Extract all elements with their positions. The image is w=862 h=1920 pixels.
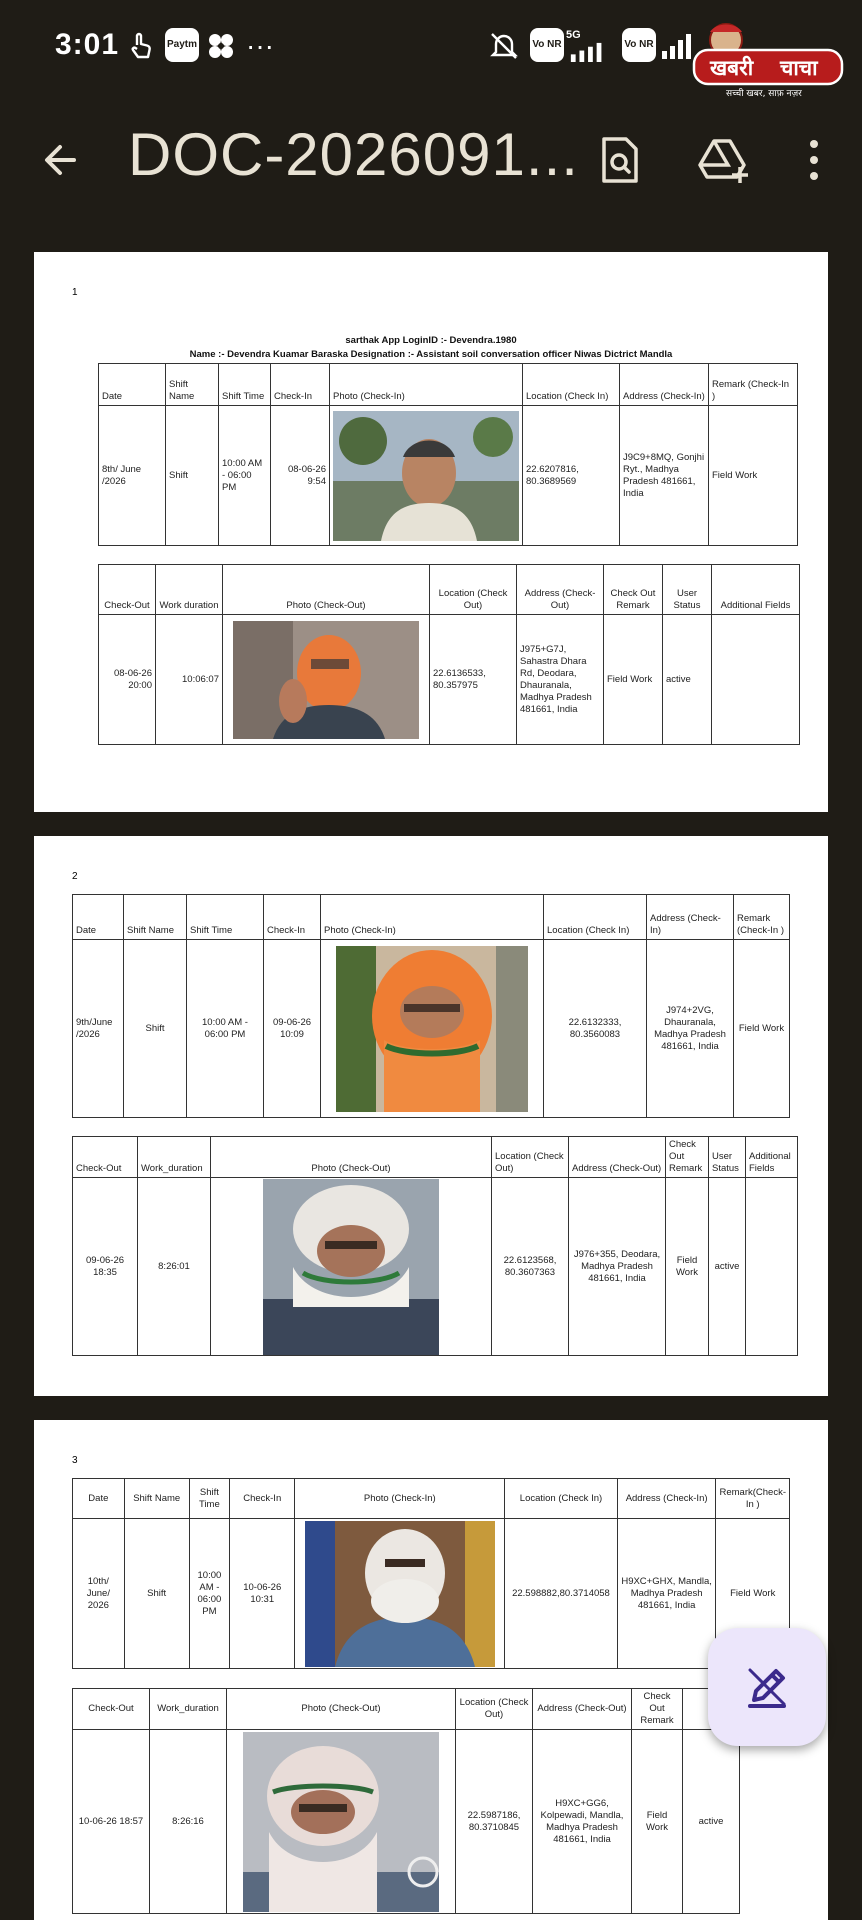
login-header: sarthak App LoginID :- Devendra.1980 <box>345 335 517 346</box>
page-number: 3 <box>72 1455 78 1466</box>
cell-address: H9XC+GHX, Mandla, Madhya Pradesh 481661, India <box>617 1519 716 1669</box>
col-checkout-remark: Check Out Remark <box>604 565 663 615</box>
cell-remark: Field Work <box>734 940 790 1118</box>
col-address-out: Address (Check-Out) <box>569 1137 666 1178</box>
col-location-out: Location (Check Out) <box>456 1689 533 1730</box>
col-photo-check-in: Photo (Check-In) <box>330 364 523 406</box>
selfie-photo-2 <box>233 621 419 739</box>
col-location-out: Location (Check Out) <box>430 565 517 615</box>
checkin-photo-cell <box>330 406 523 546</box>
selfie-photo-1 <box>333 411 519 541</box>
cell-address-out: J976+355, Deodara, Madhya Pradesh 481661, India <box>569 1178 666 1356</box>
cell-additional <box>712 615 800 745</box>
cell-remark: Field Work <box>716 1519 790 1669</box>
doc-search-icon <box>598 135 642 185</box>
logo-brand-text: खबरी <box>710 56 754 80</box>
more-options-button[interactable] <box>786 132 842 188</box>
cell-shift: Shift <box>124 1519 189 1669</box>
cell-checkin: 08-06-26 9:54 <box>271 406 330 546</box>
col-check-out: Check-Out <box>73 1689 150 1730</box>
cell-location: 22.598882,80.3714058 <box>505 1519 618 1669</box>
col-checkout-remark: Check Out Remark <box>632 1689 683 1730</box>
cell-checkout-remark: Field Work <box>604 615 663 745</box>
col-additional-fields: Additional Fields <box>712 565 800 615</box>
cell-address-out: H9XC+GG6, Kolpewadi, Mandla, Madhya Pradesh 481661, India <box>533 1730 632 1914</box>
col-additional-fields: Additional Fields <box>746 1137 798 1178</box>
status-bar <box>0 0 862 100</box>
col-location: Location (Check In) <box>523 364 620 406</box>
cell-additional <box>746 1178 798 1356</box>
cell-location-out: 22.6123568, 80.3607363 <box>492 1178 569 1356</box>
col-work-duration: Work_duration <box>138 1137 211 1178</box>
col-check-out: Check-Out <box>73 1137 138 1178</box>
annotate-fab-button[interactable] <box>708 1628 826 1746</box>
cell-date: 10th/ June/ 2026 <box>73 1519 125 1669</box>
col-address-out: Address (Check-Out) <box>517 565 604 615</box>
cell-time: 10:00 AM - 06:00 PM <box>219 406 271 546</box>
col-address: Address (Check-In) <box>620 364 709 406</box>
col-shift-time: Shift Time <box>187 895 264 940</box>
col-photo-check-out: Photo (Check-Out) <box>211 1137 492 1178</box>
cell-location: 22.6207816, 80.3689569 <box>523 406 620 546</box>
checkout-table <box>72 1688 740 1914</box>
col-check-out: Check-Out <box>99 565 156 615</box>
checkout-table <box>72 1136 798 1356</box>
cell-date: 9th/June /2026 <box>73 940 124 1118</box>
col-address: Address (Check-In) <box>647 895 734 940</box>
checkin-table <box>72 894 790 1118</box>
logo-brand-text-2: चाचा <box>780 56 818 80</box>
col-check-in: Check-In <box>230 1479 295 1519</box>
paytm-icon <box>165 28 199 62</box>
cell-checkin: 10-06-26 10:31 <box>230 1519 295 1669</box>
drive-add-icon <box>698 135 750 185</box>
vonr-icon-1 <box>530 28 564 62</box>
cell-checkout: 10-06-26 18:57 <box>73 1730 150 1914</box>
more-dots: ··· <box>246 30 274 61</box>
col-photo-check-out: Photo (Check-Out) <box>223 565 430 615</box>
checkin-table <box>98 363 798 546</box>
find-in-document-button[interactable] <box>592 132 648 188</box>
page-number: 2 <box>72 871 78 882</box>
pinwheel-icon <box>206 30 236 62</box>
vonr-label-2: Vo NR <box>624 39 654 50</box>
col-shift-time: Shift Time <box>189 1479 229 1519</box>
col-remark: Remark(Check-In ) <box>716 1479 790 1519</box>
checkin-photo-cell <box>321 940 544 1118</box>
col-photo-check-in: Photo (Check-In) <box>295 1479 505 1519</box>
cell-duration: 8:26:16 <box>150 1730 227 1914</box>
col-date: Date <box>73 1479 125 1519</box>
back-button[interactable] <box>32 132 88 188</box>
col-remark: Remark (Check-In ) <box>709 364 798 406</box>
col-work-duration: Work_duration <box>150 1689 227 1730</box>
page-number: 1 <box>72 287 78 298</box>
cell-duration: 8:26:01 <box>138 1178 211 1356</box>
cell-address: J9C9+8MQ, Gonjhi Ryt., Madhya Pradesh 481661, India <box>620 406 709 546</box>
touch-hand-icon <box>128 30 154 62</box>
signal-5g-icon <box>566 30 612 62</box>
col-location-out: Location (Check Out) <box>492 1137 569 1178</box>
cell-checkout: 09-06-26 18:35 <box>73 1178 138 1356</box>
cell-user-status: active <box>663 615 712 745</box>
col-checkout-remark: Check Out Remark <box>666 1137 709 1178</box>
name-designation-header: Name :- Devendra Kuamar Baraska Designation :- Assistant soil conversation officer Niwas Dictrict Mandla <box>189 349 673 360</box>
cell-time: 10:00 AM - 06:00 PM <box>187 940 264 1118</box>
col-date: Date <box>73 895 124 940</box>
cell-address: J974+2VG, Dhauranala, Madhya Pradesh 481661, India <box>647 940 734 1118</box>
col-date: Date <box>99 364 166 406</box>
pen-edit-icon <box>742 1662 792 1712</box>
cell-location: 22.6132333, 80.3560083 <box>544 940 647 1118</box>
col-photo-check-in: Photo (Check-In) <box>321 895 544 940</box>
col-check-in: Check-In <box>271 364 330 406</box>
col-user-status: User Status <box>709 1137 746 1178</box>
paytm-label: Paytm <box>166 39 197 50</box>
checkout-photo-cell <box>211 1178 492 1356</box>
cell-location-out: 22.6136533, 80.357975 <box>430 615 517 745</box>
col-shift-name: Shift Name <box>124 1479 189 1519</box>
checkin-photo-cell <box>295 1519 505 1669</box>
document-page-1[interactable] <box>34 252 828 812</box>
cell-duration: 10:06:07 <box>156 615 223 745</box>
cell-address-out: J975+G7J, Sahastra Dhara Rd, Deodara, Dhauranala, Madhya Pradesh 481661, India <box>517 615 604 745</box>
cell-location-out: 22.5987186, 80.3710845 <box>456 1730 533 1914</box>
col-user-status: User Status <box>663 565 712 615</box>
col-check-in: Check-In <box>264 895 321 940</box>
selfie-photo-5 <box>305 1521 495 1667</box>
col-address-out: Address (Check-Out) <box>533 1689 632 1730</box>
checkout-photo-cell <box>223 615 430 745</box>
cell-checkin: 09-06-26 10:09 <box>264 940 321 1118</box>
vonr-label-1: Vo NR <box>532 39 562 50</box>
logo-tagline: सच्ची खबर, साफ़ नज़र <box>726 89 802 99</box>
col-location: Location (Check In) <box>505 1479 618 1519</box>
cell-checkout-remark: Field Work <box>666 1178 709 1356</box>
checkin-table <box>72 1478 790 1669</box>
col-location: Location (Check In) <box>544 895 647 940</box>
col-shift-name: Shift Name <box>124 895 187 940</box>
col-shift-time: Shift Time <box>219 364 271 406</box>
col-photo-check-out: Photo (Check-Out) <box>227 1689 456 1730</box>
cell-checkout: 08-06-26 20:00 <box>99 615 156 745</box>
vonr-icon-2 <box>622 28 656 62</box>
cell-user-status: active <box>709 1178 746 1356</box>
cell-date: 8th/ June /2026 <box>99 406 166 546</box>
cell-remark: Field Work <box>709 406 798 546</box>
khabri-chacha-logo <box>690 16 845 102</box>
vertical-dots-icon <box>804 138 824 182</box>
selfie-photo-3 <box>336 946 528 1112</box>
cell-shift: Shift <box>166 406 219 546</box>
cell-time: 10:00 AM - 06:00 PM <box>189 1519 229 1669</box>
mute-bell-icon <box>488 30 520 62</box>
cell-shift: Shift <box>124 940 187 1118</box>
add-to-drive-button[interactable] <box>696 132 752 188</box>
col-shift-name: Shift Name <box>166 364 219 406</box>
cell-checkout-remark: Field Work <box>632 1730 683 1914</box>
selfie-photo-6 <box>243 1732 439 1912</box>
col-work-duration: Work duration <box>156 565 223 615</box>
col-address: Address (Check-In) <box>617 1479 716 1519</box>
document-title: DOC-2026091... <box>128 121 579 188</box>
status-time: 3:01 <box>55 28 120 61</box>
checkout-table <box>98 564 800 745</box>
more-notifications-icon <box>246 30 274 62</box>
document-page-2[interactable] <box>34 836 828 1396</box>
checkout-photo-cell <box>227 1730 456 1914</box>
network-type: 5G <box>566 29 581 41</box>
col-remark: Remark (Check-In ) <box>734 895 790 940</box>
back-arrow-icon <box>38 138 82 182</box>
selfie-photo-4 <box>263 1179 439 1355</box>
cell-user-status: active <box>683 1730 740 1914</box>
